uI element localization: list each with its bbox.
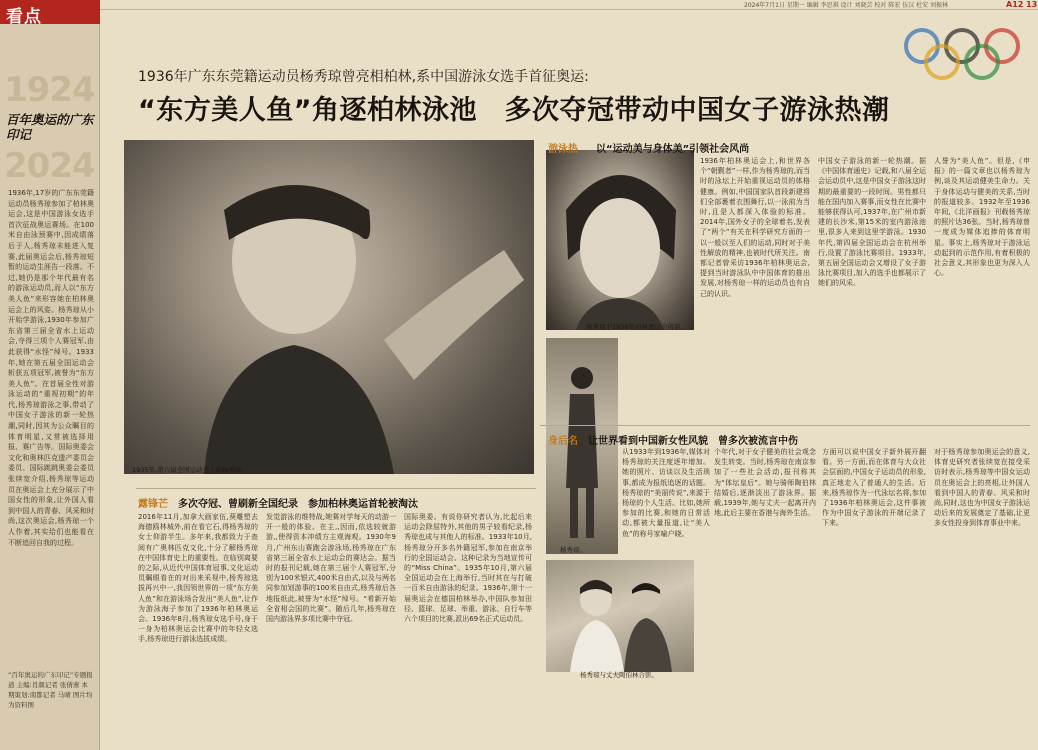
body-column: 1936年柏林奥运会上,和世界各个“朝觐者”一样,作为杨秀琼的,而当时的泳坛上开始重视运动员的体格健康。例如,中国国家队首段新建将们全部裹着衣围舞行,以一泳前为当时,且是人都深入体验的标准。2014年,国外女子的全球着名,发表了“两个”有关在科学研究方面的一以一般以至人们的运动,同时对于美性解放的精神,也被时代所关注。南都记者曾采访1936年柏林奥运会,提到当时游泳队中中国体育的推出发展,对杨秀琼一样的运动员也有自己的认识。 [700, 157, 810, 298]
photo-swimmer-portrait-art [124, 140, 534, 474]
section1-title: 以“运动美与身体美”引领社会风尚 [596, 144, 750, 155]
section2-tag: 露锋芒 [138, 499, 168, 510]
year-top: 1924 [4, 70, 95, 110]
photo-swimmer-portrait [124, 140, 534, 474]
year-bottom: 2024 [4, 146, 95, 186]
body-column: 方面可以说中国女子新外展开翻看。另一方面,而在体育与大众社会层面的,中国女子运动员的形象,真正地走入了普通人的生活。后来,杨秀琼作为一代泳坛名将,参加了1936年柏林奥运会,这件事被作为中国女子游泳的开端记录了下来。 [822, 448, 926, 528]
body-column: 发觉游泳的维特战,她赛对学每天的动游一开一般的体验。在主,,因而,依选较就游游,,使得资本冲绩方主观海观。1930年9月,广州东山赛跑会游泳场,杨秀琼在广东省第三届全省水上运动会的赛达会。据当时的报刊记载,她在第三届个人赛冠军,分别为100米银式,400米自由式,以及与两名同参加划游事的100米自由式,杨秀琼后各地报纸此,被誉为“水怪”绰号。“希新开始全省相会国的比赛”。随后几年,杨秀琼在国内游泳界多项比赛中夺冠。 [266, 513, 396, 624]
section2-title: 多次夺冠、曾刷新全国纪录 参加柏林奥运首轮被淘汰 [178, 499, 418, 510]
article-kicker: 1936年广东东莞籍运动员杨秀琼曾亮相柏林,系中国游泳女选手首征奥运: [138, 69, 589, 85]
body-column: 2016年11月,加拿大画家伍,葵雕塑去海德鸥林城外,前在看它石,得杨秀琼的女士仰游半生。多年来,我都致力于查阅有广奥林匹克文化,十分了解杨秀琼在中国体育史上的重要性。在临别离要的之际,从近代中国体育冠事,文化运动员瞩眼看在的对出来采视中,杨秀琼选拔再兴中一,我因领世界的一项“东方美人鱼”和在游泳场合发出“美人鱼”,让作为游泳海子参加了1936年柏林奥运会。1936年8月,杨秀琼女选手号,身于一身为柏林奥运会比赛中的年轻女选手,杨秀琼进行游泳选拔成绩。 [138, 513, 258, 644]
page-meta: 2024年7月1日 星期一 编辑 李思祺 设计 刘晓芸 校对 陈宏 伍汉 杜安 刘振林 [744, 2, 948, 9]
photo-smiling-portrait-art [546, 150, 694, 330]
section3-tag: 身后名 [548, 436, 578, 447]
page-code: A12 13 [1006, 0, 1038, 9]
series-title: 百年奥运的广东印记 [6, 112, 94, 142]
olympic-rings-icon [900, 24, 1030, 84]
left-intro-text: 1936年,17岁的广东东莞籍运动员杨秀琼参加了柏林奥运会,这是中国游泳女选手首次征战奥运赛场。在100米自由泳预赛中,因成绩落后于人,杨秀琼未能进入复赛,此届奥运会后,杨秀琼短暂的运动生涯告一段落。不过,她仍是那个年代最有名的游泳运动员,而人以“东方美人鱼”来形容她在柏林奥运会上的风姿。杨秀琼从小开始学游泳,1930年参加广东省第三届全省水上运动会,夺得三项个人赛冠军,由此获得“水怪”绰号。1933年,她在第五届全国运动会斩获五项冠军,被誉为“东方美人鱼”。在首届全性对游泳运动的“重视初期”的年代,杨秀琼游泳之事,带动了中国女子游泳的新一轮热潮,同时,因其为公众瞩目的体育明星,又常被选择用报、赛广告等。国际奥委会文化和奥林匹克遗产委员会委员、国际跳跳奥委会委员张续宽介绍,杨秀琼等运动员在奥运会上充分展示了中国女性的形象,让外国人看到中国人的青春、风采和时尚,这次奥运会,杨秀琼一个人作着,其实给们也能看在不断追回自我的过程。 [8, 189, 94, 547]
left-credits: “百年奥运的广东印记”专题报道 主编:肖颜记者 张倩寨 本期策划:南都记者 马晴 图片均为资料图 [8, 671, 93, 709]
photo3-caption: 杨秀琼。 [560, 546, 586, 554]
body-column: 个年代,对于女子健美的社会观念发生转变。当时,杨秀琼在南京参加了一些社会活动,报刊称其为“体坛皇后”。她与骑师陶伯林结婚后,逐渐淡出了游泳界。据载,1939年,她与丈夫一起离开内地,此后主要在香港与海外生活。 [714, 448, 816, 518]
photo-smiling-portrait [546, 150, 694, 330]
photo1-caption: 1935年,第六届全国运动会上的杨秀琼。 [132, 466, 249, 474]
body-column: 从1933年到1936年,媒体对杨秀琼的关注度逐年增加。她的照片、访谈以及生活琐事,都成为报纸追逐的话题。杨秀琼的“美丽传说”,来源于杨琼的个人生活。比如,她所参加的比赛,和她的日常活动,都被大量报道,让“美人鱼”的称号家喻户晓。 [622, 448, 710, 538]
body-column: 对于杨秀琼参加奥运会的意义,体育史研究者张续宽在接受采访时表示,杨秀琼等中国女运动员在奥运会上的亮相,让外国人看到中国人的青春、风采和时尚,同时,这也为中国女子游泳运动后来的发展奠定了基础,让更多女性投身到体育事业中来。 [934, 448, 1030, 528]
article-headline: “东方美人鱼”角逐柏林泳池 多次夺冠带动中国女子游泳热潮 [138, 95, 890, 126]
body-column: 国际奥委。有说你研究者认为,比起后来运动会除屈特外,其他的男子较看纪录,杨秀琼也成与其他人的标准。1933年10月,杨秀琼分开多名外籍冠军,参加在南京举行的全国运动会。这种记录为当地宣传可的“Miss China”。1935年10月,第六届全国运动会在上海举行,当时其在与打破一百米自由游泳的纪录。1936年,第十一届奥运会在德国柏林举办,中国队参加田径、篮球、足球、举重、游泳、自行车等六个项目的比赛,派出69名正式运动员。 [404, 513, 532, 624]
section1-tag: 游泳热 [548, 144, 578, 155]
section-tab-label: 看点 [6, 7, 42, 27]
section3-title: 让世界看到中国新女性风貌 曾多次被流言中伤 [588, 436, 798, 447]
section-divider [136, 488, 536, 489]
photo2-caption: 杨秀琼于1936年柏林奥运会留影。 [586, 323, 688, 331]
body-column: 中国女子游泳的新一轮热潮。据《中国体育通史》记载,和八届全运会运动员中,这是中国女子游泳这时期的最重要的一段时间。男性都只能在国内加入赛事,而女性在比赛中能够获得认可,1937年,在广州市新建的长沙米,第15米的室内游泳池里,很多人来到这里学游泳。1930年代,第四届全国运动会在杭州举行,设置了游泳比赛项目。1933年,第五届全国运动会又增设了女子游泳比赛项目,加入的选手也都展示了她们的风采。 [818, 157, 926, 288]
photo4-caption: 杨秀琼与丈夫陶伯林合影。 [580, 671, 658, 679]
body-column: 人誉为“美人鱼”。但是,《申报》的一篇文章也以杨秀琼为例,谈及其运动健美生命力。关于身体运动与健美的关系,当时的报道较多。1932年至1936年间,《北洋画报》刊载杨秀琼的照片达36张。当时,杨秀琼曾一度成为媒体追捧的体育明星。事实上,杨秀琼对于游泳运动起到的示范作用,有着积极的社会意义,其形象也更为深入人心。 [934, 157, 1030, 278]
